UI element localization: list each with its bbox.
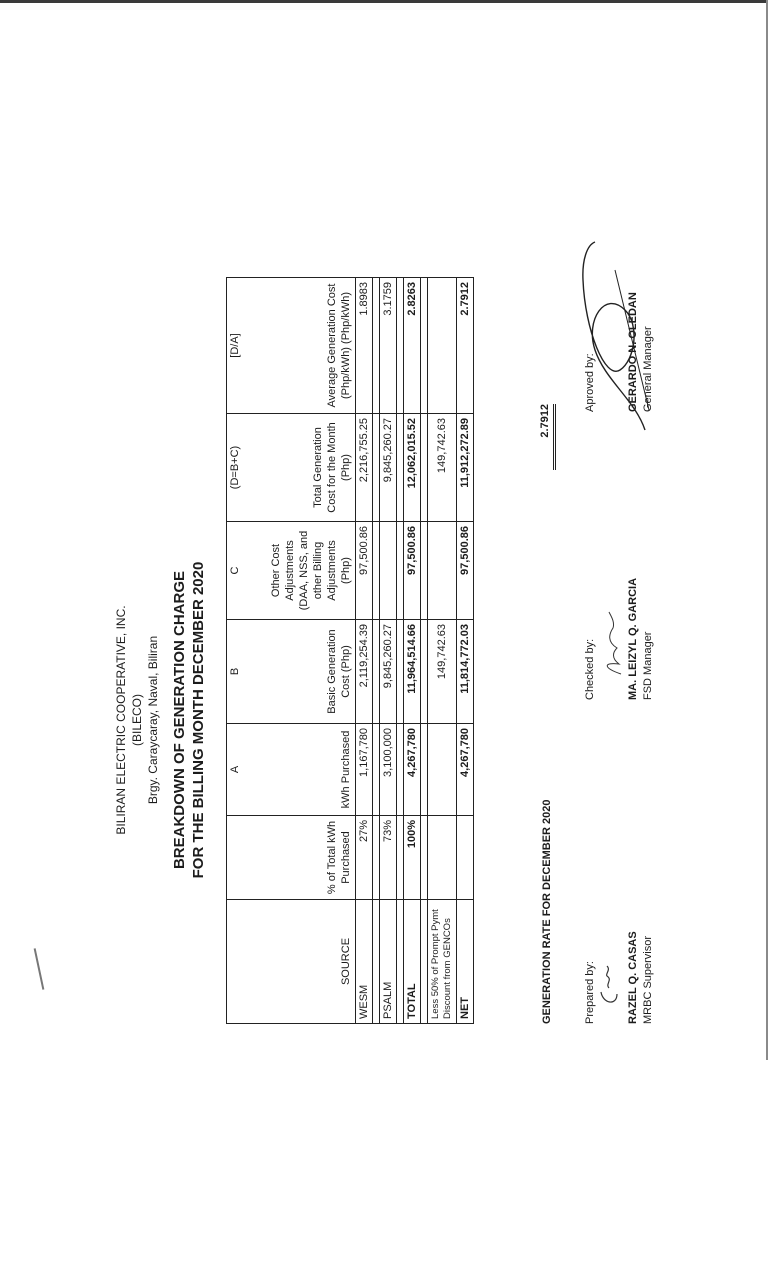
- generation-rate-value: 2.7912: [539, 404, 556, 470]
- company-name: BILIRAN ELECTRIC COOPERATIVE, INC.: [114, 605, 128, 835]
- approved-by-label: Aproved by:: [584, 353, 596, 412]
- net-row: [457, 278, 474, 1024]
- table-cell: 100%: [404, 816, 421, 900]
- column-letter-row: [227, 278, 248, 1024]
- table-cell: 97,500.86: [457, 522, 474, 620]
- table-cell: 4,267,780: [404, 724, 421, 816]
- column-letter: (D=B+C): [227, 414, 248, 522]
- table-cell: 3,100,000: [380, 724, 397, 816]
- table-cell: 12,062,015.52: [404, 414, 421, 522]
- table-cell: 149,742.63: [428, 414, 457, 522]
- table-cell: [428, 724, 457, 816]
- prepared-by-label: Prepared by:: [584, 961, 596, 1024]
- table-cell: 2.8263: [404, 278, 421, 414]
- table-cell: 1,167,780: [356, 724, 373, 816]
- table-cell: Less 50% of Prompt Pymt Discount from GENCOs: [428, 900, 457, 1024]
- table-cell: 11,964,514.66: [404, 620, 421, 724]
- title-line-1: BREAKDOWN OF GENERATION CHARGE: [171, 570, 188, 870]
- column-header: Average Generation Cost (Php/kWh) (Php/kWh): [247, 278, 356, 414]
- table-cell: 2,216,755.25: [356, 414, 373, 522]
- column-header-row: [247, 278, 356, 1024]
- scan-top-edge: [0, 0, 768, 3]
- column-header: Total Generation Cost for the Month (Php): [247, 414, 356, 522]
- table-cell: NET: [457, 900, 474, 1024]
- company-address: Brgy. Caraycaray, Naval, Biliran: [146, 635, 160, 805]
- table-cell: [380, 522, 397, 620]
- spacer-row: [373, 278, 380, 1024]
- table-cell: 4,267,780: [457, 724, 474, 816]
- spacer-row: [397, 278, 404, 1024]
- table-cell: 9,845,260.27: [380, 620, 397, 724]
- checked-by-name: MA. LEIZYL Q. GARCIA: [627, 577, 639, 700]
- generation-rate-row: [537, 404, 559, 1024]
- column-header: SOURCE: [247, 900, 356, 1024]
- title-line-2: FOR THE BILLING MONTH DECEMBER 2020: [190, 561, 207, 879]
- checked-by-label: Checked by:: [584, 638, 596, 700]
- document-title: [170, 410, 208, 1030]
- generation-rate-label: GENERATION RATE FOR DECEMBER 2020: [541, 799, 553, 1024]
- table-cell: 2,119,254.39: [356, 620, 373, 724]
- table-cell: 97,500.86: [404, 522, 421, 620]
- table-cell: 11,912,272.89: [457, 414, 474, 522]
- column-header: Basic Generation Cost (Php): [247, 620, 356, 724]
- column-letter: [227, 816, 248, 900]
- table-row: [356, 278, 373, 1024]
- table-cell: 97,500.86: [356, 522, 373, 620]
- table-cell: [457, 816, 474, 900]
- approved-by-title: General Manager: [642, 326, 654, 412]
- table-cell: WESM: [356, 900, 373, 1024]
- discount-row: [428, 278, 457, 1024]
- column-letter: [D/A]: [227, 278, 248, 414]
- table-cell: [428, 816, 457, 900]
- table-cell: 9,845,260.27: [380, 414, 397, 522]
- table-cell: 149,742.63: [428, 620, 457, 724]
- table-cell: 1.8983: [356, 278, 373, 414]
- table-cell: TOTAL: [404, 900, 421, 1024]
- document-header: [113, 410, 208, 1030]
- table-cell: PSALM: [380, 900, 397, 1024]
- total-row: [404, 278, 421, 1024]
- table-cell: 2.7912: [457, 278, 474, 414]
- prepared-by-title: MRBC Supervisor: [642, 935, 654, 1024]
- checked-by-title: FSD Manager: [642, 631, 654, 700]
- column-letter: A: [227, 724, 248, 816]
- rotated-document-sheet: [75, 30, 695, 1030]
- column-header: kWh Purchased: [247, 724, 356, 816]
- prepared-by-name: RAZEL Q. CASAS: [627, 931, 639, 1024]
- spacer-row: [421, 278, 428, 1024]
- approved-signature: [575, 240, 655, 440]
- table-cell: [428, 278, 457, 414]
- generation-charge-table: [226, 277, 474, 1024]
- table-row: [380, 278, 397, 1024]
- scan-mark: [34, 948, 45, 989]
- approved-by-name: GERARDO N. OLEDAN: [627, 292, 639, 412]
- table-cell: 27%: [356, 816, 373, 900]
- column-header: % of Total kWh Purchased: [247, 816, 356, 900]
- checked-signature: [599, 608, 627, 678]
- column-letter: B: [227, 620, 248, 724]
- column-letter: C: [227, 522, 248, 620]
- column-header: Other Cost Adjustments (DAA, NSS, and other Billing Adjustments (Php): [247, 522, 356, 620]
- table-cell: [428, 522, 457, 620]
- table-cell: 11,814,772.03: [457, 620, 474, 724]
- prepared-signature: [595, 950, 625, 1010]
- table-cell: 73%: [380, 816, 397, 900]
- column-letter: [227, 900, 248, 1024]
- table-cell: 3.1759: [380, 278, 397, 414]
- company-abbreviation: (BILECO): [130, 694, 144, 747]
